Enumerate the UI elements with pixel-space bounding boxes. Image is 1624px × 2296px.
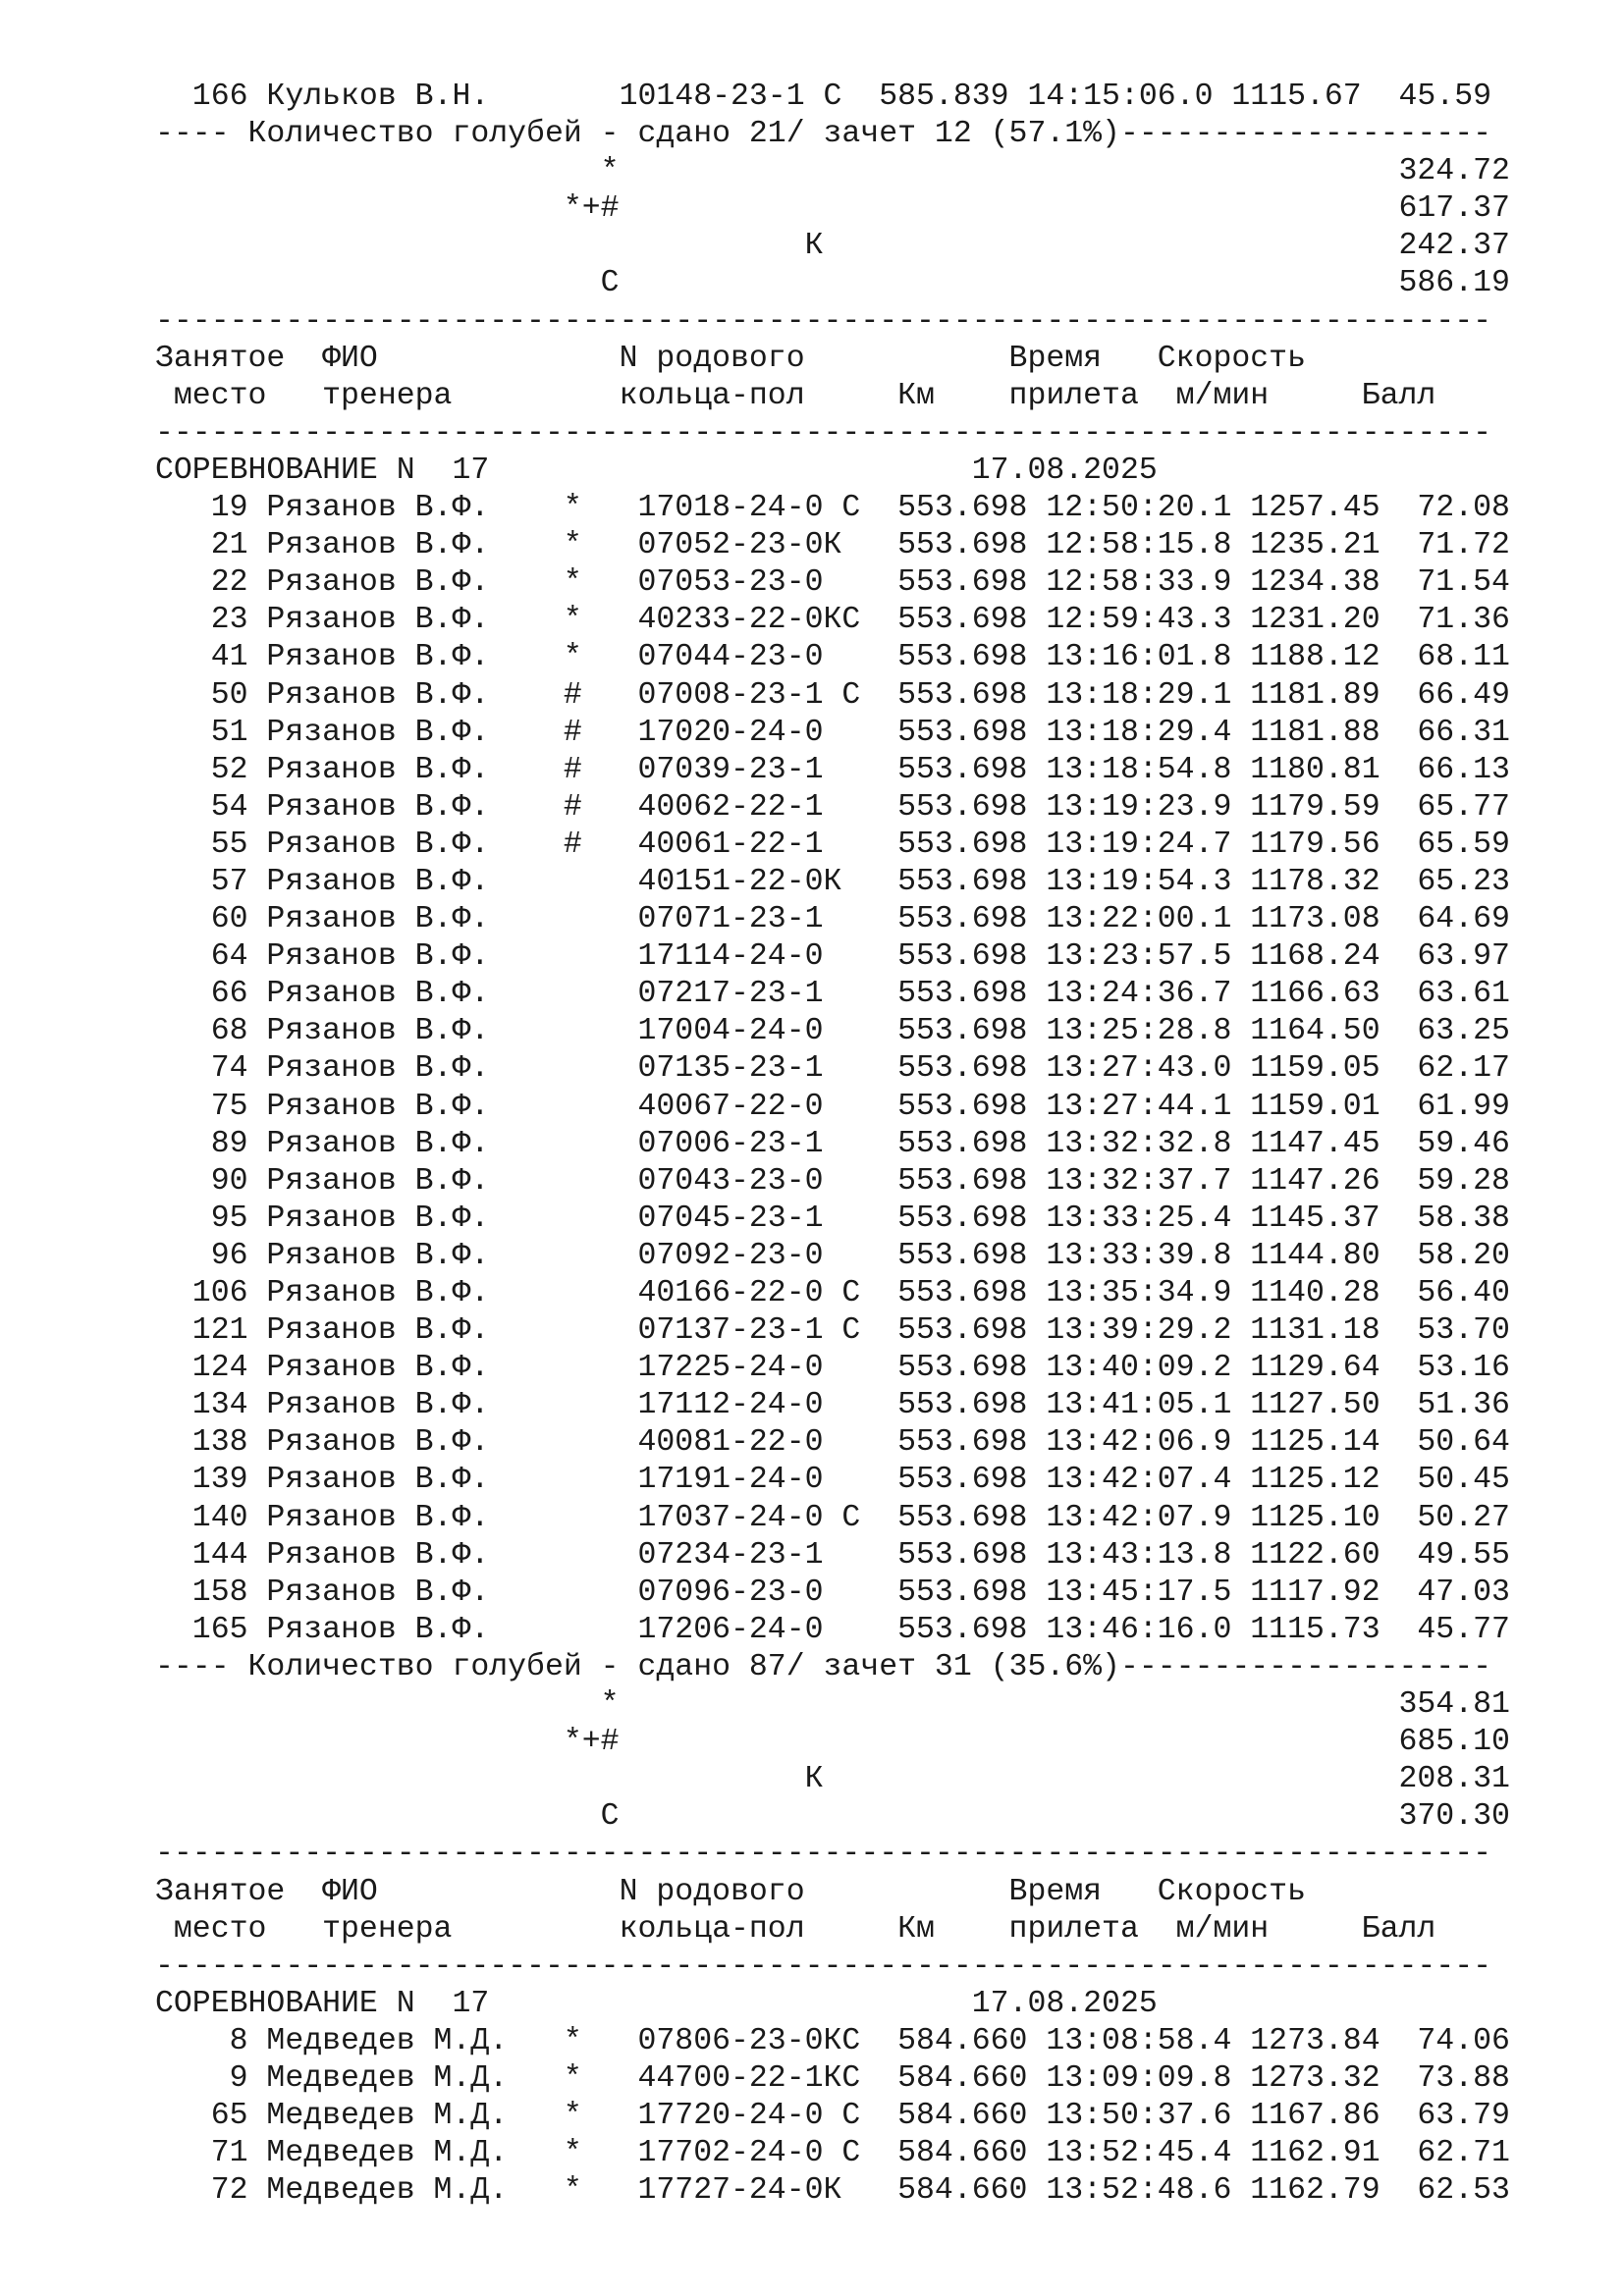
printout-line: С 370.30 [155, 1799, 1510, 1835]
printout-line: С 586.19 [155, 266, 1510, 301]
printout-line: 158 Рязанов В.Ф. 07096-23-0 553.698 13:45:17.5 1117.92 47.03 [155, 1575, 1510, 1610]
results-printout [155, 79, 1589, 2210]
printout-line: 19 Рязанов В.Ф. * 17018-24-0 С 553.698 12:50:20.1 1257.45 72.08 [155, 491, 1510, 526]
printout-line: 165 Рязанов В.Ф. 17206-24-0 553.698 13:46:16.0 1115.73 45.77 [155, 1612, 1510, 1647]
printout-line: *+# 617.37 [155, 191, 1510, 227]
printout-line: К 208.31 [155, 1762, 1510, 1797]
printout-line: СОРЕВНОВАНИЕ N 17 17.08.2025 [155, 1986, 1158, 2021]
printout-line: 8 Медведев М.Д. * 07806-23-0КС 584.660 13:08:58.4 1273.84 74.06 [155, 2023, 1510, 2058]
printout-line: 134 Рязанов В.Ф. 17112-24-0 553.698 13:41:05.1 1127.50 51.36 [155, 1388, 1510, 1423]
printout-line: 140 Рязанов В.Ф. 17037-24-0 С 553.698 13:42:07.9 1125.10 50.27 [155, 1500, 1510, 1535]
printout-line: 95 Рязанов В.Ф. 07045-23-1 553.698 13:33:25.4 1145.37 58.38 [155, 1201, 1510, 1236]
printout-line: К 242.37 [155, 229, 1510, 264]
printout-line: 23 Рязанов В.Ф. * 40233-22-0КС 553.698 12:59:43.3 1231.20 71.36 [155, 603, 1510, 638]
printout-line: ---- Количество голубей - сдано 21/ зачет 12 (57.1%)-------------------- [155, 117, 1492, 152]
printout-line: * 324.72 [155, 154, 1510, 189]
printout-line: 96 Рязанов В.Ф. 07092-23-0 553.698 13:33:39.8 1144.80 58.20 [155, 1238, 1510, 1273]
printout-line: ------------------------------------------------------------------------ [155, 303, 1492, 339]
printout-line: 72 Медведев М.Д. * 17727-24-0К 584.660 13:52:48.6 1162.79 62.53 [155, 2173, 1510, 2209]
printout-line: 139 Рязанов В.Ф. 17191-24-0 553.698 13:42:07.4 1125.12 50.45 [155, 1463, 1510, 1498]
printout-line: 124 Рязанов В.Ф. 17225-24-0 553.698 13:40:09.2 1129.64 53.16 [155, 1351, 1510, 1386]
printout-line: 90 Рязанов В.Ф. 07043-23-0 553.698 13:32:37.7 1147.26 59.28 [155, 1163, 1510, 1199]
printout-line: 64 Рязанов В.Ф. 17114-24-0 553.698 13:23:57.5 1168.24 63.97 [155, 939, 1510, 975]
printout-line: 9 Медведев М.Д. * 44700-22-1КС 584.660 13:09:09.8 1273.32 73.88 [155, 2060, 1510, 2096]
printout-line: 52 Рязанов В.Ф. # 07039-23-1 553.698 13:18:54.8 1180.81 66.13 [155, 752, 1510, 787]
printout-line: 22 Рязанов В.Ф. * 07053-23-0 553.698 12:58:33.9 1234.38 71.54 [155, 565, 1510, 601]
printout-line: 55 Рязанов В.Ф. # 40061-22-1 553.698 13:19:24.7 1179.56 65.59 [155, 827, 1510, 862]
printout-line: 50 Рязанов В.Ф. # 07008-23-1 С 553.698 13:18:29.1 1181.89 66.49 [155, 677, 1510, 713]
printout-line: 65 Медведев М.Д. * 17720-24-0 С 584.660 13:50:37.6 1167.86 63.79 [155, 2099, 1510, 2134]
printout-line: ------------------------------------------------------------------------ [155, 1837, 1492, 1872]
printout-line: СОРЕВНОВАНИЕ N 17 17.08.2025 [155, 453, 1158, 488]
printout-line: Занятое ФИО N родового Время Скорость [155, 341, 1306, 376]
printout-line: 121 Рязанов В.Ф. 07137-23-1 С 553.698 13:39:29.2 1131.18 53.70 [155, 1313, 1510, 1349]
printout-line: Занятое ФИО N родового Время Скорость [155, 1874, 1306, 1909]
printout-line: 54 Рязанов В.Ф. # 40062-22-1 553.698 13:19:23.9 1179.59 65.77 [155, 789, 1510, 825]
printout-line: 106 Рязанов В.Ф. 40166-22-0 С 553.698 13:35:34.9 1140.28 56.40 [155, 1276, 1510, 1310]
printout-line: 41 Рязанов В.Ф. * 07044-23-0 553.698 13:16:01.8 1188.12 68.11 [155, 640, 1510, 675]
printout-line: 75 Рязанов В.Ф. 40067-22-0 553.698 13:27:44.1 1159.01 61.99 [155, 1089, 1510, 1124]
printout-line: 144 Рязанов В.Ф. 07234-23-1 553.698 13:43:13.8 1122.60 49.55 [155, 1537, 1510, 1573]
printout-line: 89 Рязанов В.Ф. 07006-23-1 553.698 13:32:32.8 1147.45 59.46 [155, 1126, 1510, 1161]
printout-line: 68 Рязанов В.Ф. 17004-24-0 553.698 13:25:28.8 1164.50 63.25 [155, 1014, 1510, 1049]
printout-line: 71 Медведев М.Д. * 17702-24-0 С 584.660 13:52:45.4 1162.91 62.71 [155, 2136, 1510, 2171]
printout-line: 60 Рязанов В.Ф. 07071-23-1 553.698 13:22:00.1 1173.08 64.69 [155, 902, 1510, 937]
printout-line: ------------------------------------------------------------------------ [155, 415, 1492, 451]
printout-line: * 354.81 [155, 1687, 1510, 1723]
printout-line: 57 Рязанов В.Ф. 40151-22-0К 553.698 13:19:54.3 1178.32 65.23 [155, 864, 1510, 899]
printout-line: место тренера кольца-пол Км прилета м/мин Балл [155, 378, 1436, 413]
printout-line: *+# 685.10 [155, 1725, 1510, 1760]
printout-line: 66 Рязанов В.Ф. 07217-23-1 553.698 13:24:36.7 1166.63 63.61 [155, 977, 1510, 1012]
printout-line: место тренера кольца-пол Км прилета м/мин Балл [155, 1911, 1436, 1947]
printout-line: 74 Рязанов В.Ф. 07135-23-1 553.698 13:27:43.0 1159.05 62.17 [155, 1051, 1510, 1087]
printout-line: 166 Кульков В.Н. 10148-23-1 С 585.839 14:15:06.0 1115.67 45.59 [155, 80, 1492, 114]
printout-line: ---- Количество голубей - сдано 87/ зачет 31 (35.6%)-------------------- [155, 1649, 1492, 1684]
printout-line: 51 Рязанов В.Ф. # 17020-24-0 553.698 13:18:29.4 1181.88 66.31 [155, 715, 1510, 750]
printout-line: ------------------------------------------------------------------------ [155, 1949, 1492, 1984]
printout-line: 21 Рязанов В.Ф. * 07052-23-0К 553.698 12:58:15.8 1235.21 71.72 [155, 528, 1510, 563]
printout-line: 138 Рязанов В.Ф. 40081-22-0 553.698 13:42:06.9 1125.14 50.64 [155, 1425, 1510, 1461]
